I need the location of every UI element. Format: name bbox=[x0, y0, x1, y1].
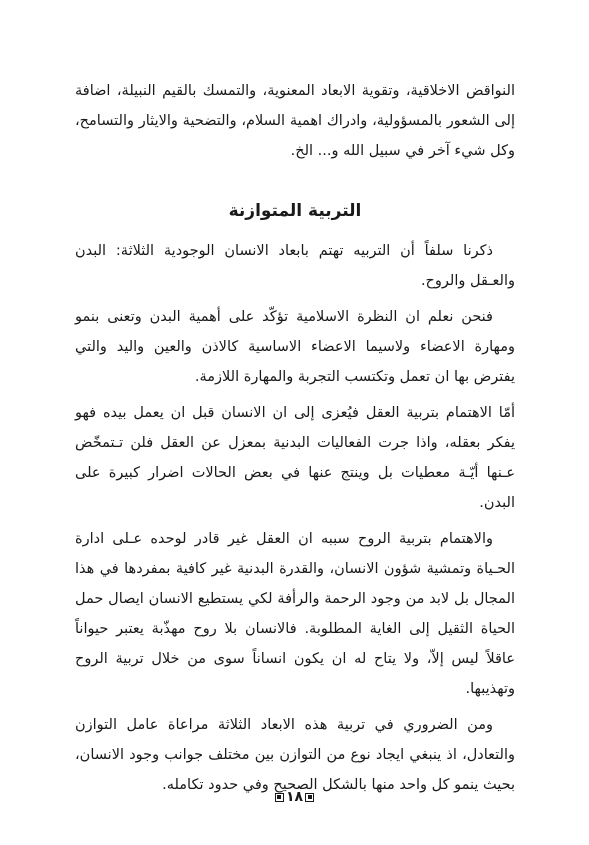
section-heading: التربية المتوازنة bbox=[228, 201, 362, 221]
text-block-top bbox=[75, 76, 515, 166]
paragraph-mind-education: أمّا الاهتمام بتربية العقل فيُعزى إلى ان الانسان قبل ان يعمل بيده فهو يفكر بعقله، واذا جرت الفعاليات البدنية بمعزل عن العقل فلن تـتمخّض عـنها أيّـة معطيات بل وينتج عنها في بعض الحالات اضرار كبيرة على البدن. bbox=[75, 405, 515, 511]
page-number bbox=[0, 788, 589, 806]
paragraph-body-education: فنحن نعلم ان النظرة الاسلامية تؤكّد على أهمية البدن وتعنى بنمو ومهارة الاعضاء ولاسيما الاعضاء الاساسية كالاذن والعين واليد والتي يفترض بها ان تعمل وتكتسب التجربة والمهارة اللازمة. bbox=[75, 309, 515, 385]
paragraph-intro: ذكرنا سلفاً أن التربيه تهتم بابعاد الانسان الوجودية الثلاثة: البدن والعـقل والروح. bbox=[75, 243, 515, 289]
page-number-text: ١٨ bbox=[285, 789, 304, 805]
paragraph-spirit-education: والاهتمام بتربية الروح سببه ان العقل غير قادر لوحده عـلى ادارة الحـياة وتمشية شؤون الانسان، والقدرة البدنية غير كافية بمفردها في هذا المجال بل لابد من وجود الرحمة والرأفة لكي يستطيع الانسان ايصال حمل الحياة الثقيل إلى الغاية المطلوبة. فالانسان بلا روح مهذّبة يعتبر حيواناً عاقلاً ليس إلاّ، ولا يتاح له ان يكون انساناً سوى من خلال تربية الروح وتهذيبها. bbox=[75, 531, 515, 697]
text-block-main bbox=[75, 236, 515, 800]
paragraph-continuation: النواقض الاخلاقية، وتقوية الابعاد المعنوية، والتمسك بالقيم النبيلة، اضافة إلى الشعور بالمسؤولية، وادراك اهمية السلام، والتضحية والايثار والتسامح، وكل شيء آخر في سبيل الله و... الخ. bbox=[75, 83, 515, 159]
paragraph-balance: ومن الضروري في تربية هذه الابعاد الثلاثة مراعاة عامل التوازن والتعادل، اذ ينبغي ايجاد نوع من التوازن بين مختلف جوانب وجود الانسان، بحيث ينمو كل واحد منها بالشكل الصحيح وفي حدود تكامله. bbox=[75, 717, 515, 793]
ornament-square-icon bbox=[305, 793, 314, 802]
ornament-square-icon bbox=[275, 793, 284, 802]
